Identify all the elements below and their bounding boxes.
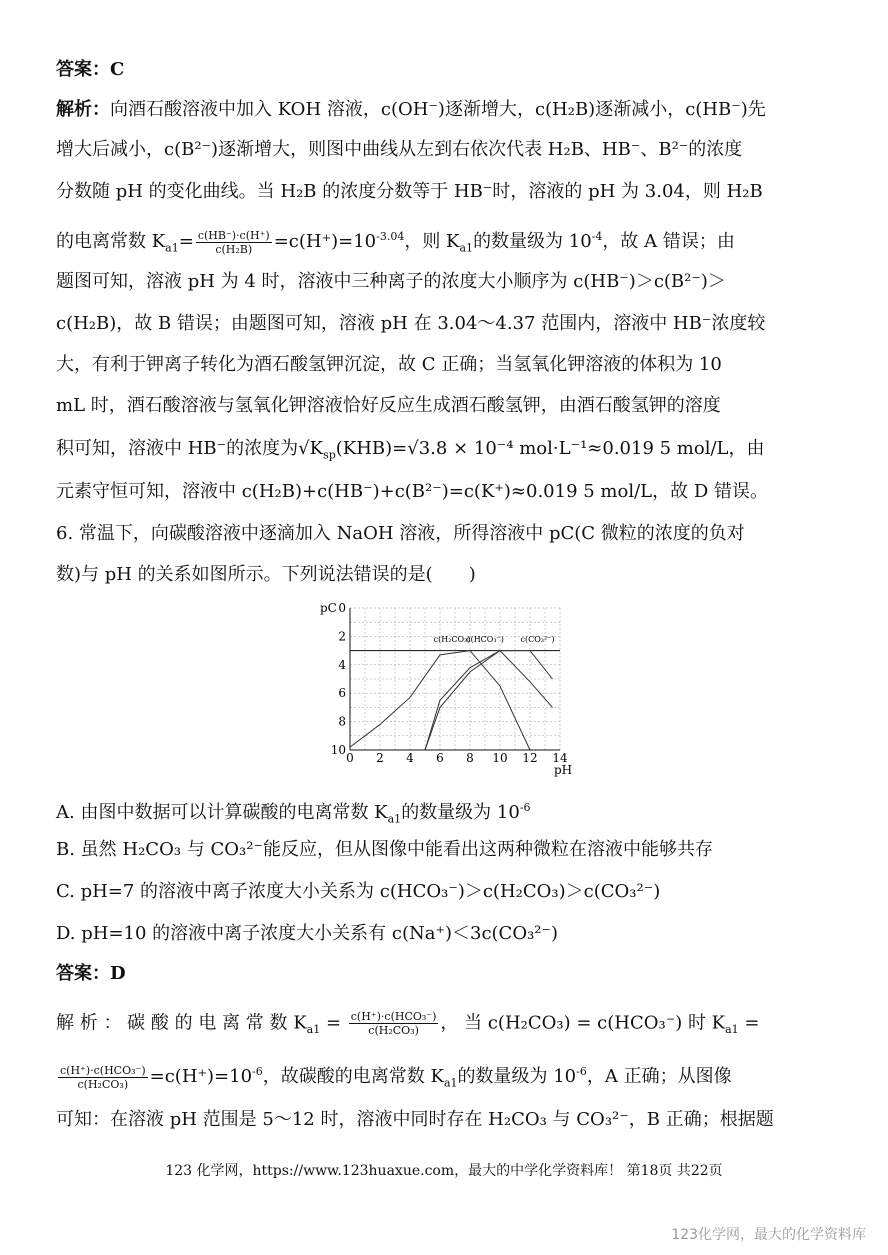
text-line-a9: 积可知，溶液中 HB⁻的浓度为$√K_{sp}(KHB)=√3.8 \times 10^{-4}$ mol·L⁻¹≈0.019 5 mol/L，由 <box>56 438 765 462</box>
text-line-a3: 分数随 pH 的变化曲线。当 H₂B 的浓度分数等于 HB⁻时，溶液的 pH 为 3.04，则 H₂B <box>56 181 763 202</box>
series-label: c(H₂CO₃) <box>433 635 471 645</box>
text-line-a2: 增大后减小，c(B²⁻)逐渐增大，则图中曲线从左到右依次代表 H₂B、HB⁻、B²⁻的浓度 <box>56 139 743 160</box>
text-line-b1: 解 析 ： 碳 酸 的 电 离 常 数 $K_{a1}$ = $\frac{\text{c(H⁺)·c(HCO₃⁻)}}{\text{c(H₂CO₃)}}$ ， 当 c(H₂CO₃) = c(HCO₃⁻) 时 $K_{a1}$ = <box>56 1010 760 1037</box>
x-tick-label: 0 <box>346 751 354 765</box>
fraction: $\frac{c(HB^-)\cdot c(H^+)}{\text{c(H₂B)}}$ <box>197 228 270 256</box>
text-line-a1: 解析：向酒石酸溶液中加入 KOH 溶液，c(OH⁻)逐渐增大，c(H₂B)逐渐减小，c(HB⁻)先 <box>56 99 766 120</box>
text-line-optC: C. pH=7 的溶液中离子浓度大小关系为 c(HCO₃⁻)＞c(H₂CO₃)＞c(CO₃²⁻) <box>56 881 661 902</box>
x-tick-label: 10 <box>492 751 508 765</box>
x-tick-label: 4 <box>406 751 414 765</box>
y-tick-label: 4 <box>338 657 346 672</box>
text-line-q6b: 数)与 pH 的关系如图所示。下列说法错误的是( ) <box>56 564 476 585</box>
text-line-a10: 元素守恒可知，溶液中 c(H₂B)+c(HB⁻)+c(B²⁻)=c(K⁺)≈0.019 5 mol/L，故 D 错误。 <box>56 481 768 502</box>
text-line-answer2: 答案：D <box>56 963 126 984</box>
text-line-a4: 的电离常数 $K_{a1}=$ $\frac{c(HB^-)\cdot c(H^+)}{\text{c(H₂B)}}$ $=c(H^+)=10^{-3.04}$，则 $K_{a1}$的数量级为 $10^{-4}$，故 A 错误；由 <box>56 228 735 256</box>
text-line-a7: 大，有利于钾离子转化为酒石酸氢钾沉淀，故 C 正确；当氢氧化钾溶液的体积为 10 <box>56 354 722 375</box>
text-line-a8: mL 时，酒石酸溶液与氢氧化钾溶液恰好反应生成酒石酸氢钾，由酒石酸氢钾的溶度 <box>56 395 721 416</box>
watermark: 123化学网，最大的化学资料库 <box>671 1227 866 1243</box>
fraction: $\frac{\text{c(H⁺)·c(HCO₃⁻)}}{\text{c(H₂CO₃)}}$ <box>350 1010 437 1037</box>
y-tick-label: 10 <box>330 743 346 757</box>
x-tick-label: 12 <box>522 751 538 765</box>
series-line <box>425 651 553 750</box>
x-tick-label: 6 <box>436 751 444 765</box>
y-tick-label: 2 <box>338 629 346 644</box>
x-tick-label: 8 <box>466 751 474 765</box>
y-axis-label: pC <box>320 601 337 615</box>
y-tick-label: 0 <box>338 601 346 615</box>
text-line-optA: A. 由图中数据可以计算碳酸的电离常数 $K_{a1}$的数量级为 $10^{-6}$ <box>56 801 531 826</box>
text-line-optB: B. 虽然 H₂CO₃ 与 CO₃²⁻能反应，但从图像中能看出这两种微粒在溶液中能够共存 <box>56 839 713 860</box>
text-line-q6a: 6. 常温下，向碳酸溶液中逐滴加入 NaOH 溶液，所得溶液中 pC(C 微粒的浓度的负对 <box>56 523 745 544</box>
fraction: $\frac{\text{c(H⁺)·c(HCO₃⁻)}}{\text{c(H₂CO₃)}}$ <box>60 1063 146 1091</box>
x-axis-label: pH <box>554 763 573 777</box>
series-line <box>425 651 553 750</box>
series-label: c(CO₃²⁻) <box>520 635 555 645</box>
text-line-optD: D. pH=10 的溶液中离子浓度大小关系有 c(Na⁺)＜3c(CO₃²⁻) <box>56 923 559 944</box>
text-line-b2: $\frac{\text{c(H⁺)·c(HCO₃⁻)}}{\text{c(H₂CO₃)}}$ $=c(H^+)=10^{-6}$，故碳酸的电离常数 $K_{a1}$的数量级为 $10^{-6}$，A 正确；从图像 <box>60 1063 732 1091</box>
text-line-a6: c(H₂B)，故 B 错误；由题图可知，溶液 pH 在 3.04～4.37 范围内，溶液中 HB⁻浓度较 <box>56 313 766 334</box>
x-tick-label: 14 <box>552 751 568 765</box>
text-line-a5: 题图可知，溶液 pH 为 4 时，溶液中三种离子的浓度大小顺序为 c(HB⁻)＞c(B²⁻)＞ <box>56 271 726 292</box>
series-label: c(HCO₃⁻) <box>466 635 504 645</box>
y-tick-label: 6 <box>338 686 346 701</box>
x-tick-label: 2 <box>376 751 384 765</box>
text-line-b3: 可知：在溶液 pH 范围是 5～12 时，溶液中同时存在 H₂CO₃ 与 CO₃²⁻，B 正确；根据题 <box>56 1109 774 1130</box>
pc-ph-chart <box>300 598 580 788</box>
page-footer: 123 化学网，https://www.123huaxue.com，最大的中学化学资料库！ 第18页 共22页 <box>165 1163 723 1179</box>
text-line-answer1: 答案：C <box>56 59 125 80</box>
y-tick-label: 8 <box>338 714 346 729</box>
